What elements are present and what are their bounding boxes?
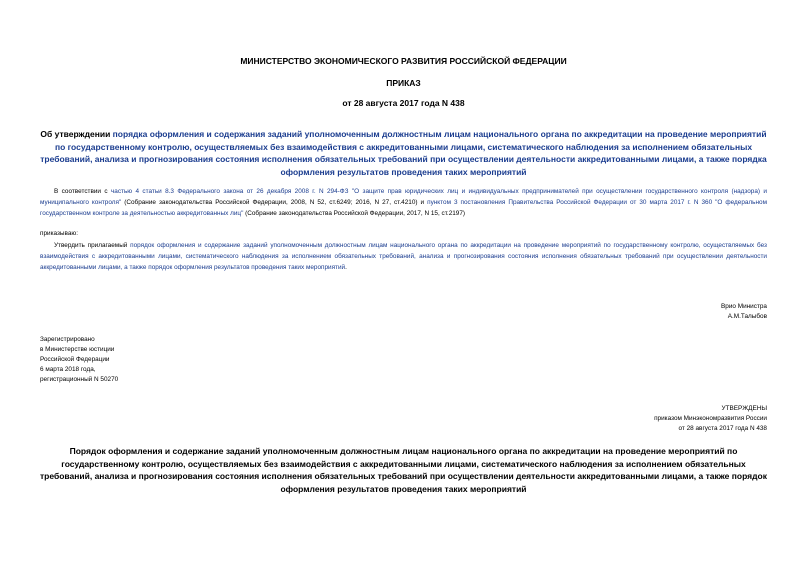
order-date-number: от 28 августа 2017 года N 438 <box>342 98 465 108</box>
approved-label: УТВЕРЖДЕНЫ <box>721 405 767 412</box>
approved-block <box>654 404 767 434</box>
preamble-text-1: В соответствии с <box>54 188 111 195</box>
order-title-prefix: Об утверждении <box>40 129 113 139</box>
signatory-name: А.М.Талыбов <box>727 313 767 320</box>
registration-line-1: Зарегистрировано <box>40 336 95 343</box>
federal-law-294-link[interactable]: частью 4 статьи 8.3 Федерального закона от 26 декабря 2008 г. N 294-ФЗ "О защите прав юридических лиц и индивидуальных предпринимателей при осуществлении государственного контроля (надзора) и муниципального контроля" <box>40 188 768 206</box>
order-title <box>40 128 767 178</box>
approved-date-number: от 28 августа 2017 года N 438 <box>678 425 767 432</box>
order-title-link[interactable]: порядка оформления и содержания заданий уполномоченным должностным лицам национального органа по аккредитации на проведение мероприятий по государственному контролю, осуществляемых без взаимодействия с аккредитованными лицами, систематического наблюдения за исполнением обязательных требований, анализа и прогнозирования состояния исполнения обязательных требований при осуществлении деятельности аккредитованными лицами, а также порядка оформления результатов проведения таких мероприятий <box>40 129 767 177</box>
approve-text-2: . <box>345 264 347 271</box>
preamble-text-2: (Собрание законодательства Российской Федерации, 2008, N 52, ст.6249; 2016, N 27, ст.4210) и <box>121 199 428 206</box>
ministry-heading: МИНИСТЕРСТВО ЭКОНОМИЧЕСКОГО РАЗВИТИЯ РОССИЙСКОЙ ФЕДЕРАЦИИ <box>240 56 567 66</box>
signature-block <box>721 302 767 322</box>
registration-line-5: регистрационный N 50270 <box>40 376 119 383</box>
appendix-title: Порядок оформления и содержание заданий уполномоченным должностным лицам национального органа по аккредитации на проведение мероприятий по государственному контролю, осуществляемых без взаимодействия с аккредитованными лицами, систематического наблюдения за исполнением обязательных требований, анализа и прогнозирования состояния исполнения обязательных требований при осуществлении деятельности аккредитованными лицами, а также порядок оформления результатов проведения таких мероприятий <box>40 446 767 494</box>
registration-line-2: в Министерстве юстиции <box>40 346 115 353</box>
registration-line-4: 6 марта 2018 года, <box>40 366 96 373</box>
approve-paragraph <box>40 240 767 273</box>
government-decree-360-link[interactable]: пунктом 3 постановления Правительства Российской Федерации от 30 марта 2017 г. N 360 "О федеральном государственном контроле за деятельностью аккредитованных лиц" <box>40 199 767 217</box>
registration-block <box>40 335 118 385</box>
registration-line-3: Российской Федерации <box>40 356 110 363</box>
approved-by-order: приказом Минэкономразвития России <box>654 415 767 422</box>
doc-type-heading: ПРИКАЗ <box>386 78 421 88</box>
signatory-position: Врио Министра <box>721 303 767 310</box>
order-word: приказываю: <box>40 230 78 237</box>
approve-text-1: Утвердить прилагаемый <box>54 242 131 249</box>
preamble-paragraph <box>40 186 767 219</box>
preamble-text-3: (Собрание законодательства Российской Федерации, 2017, N 15, ст.2197) <box>243 210 466 217</box>
appendix-procedure-link[interactable]: порядок оформления и содержание заданий уполномоченным должностным лицам национального органа по аккредитации на проведение мероприятий по государственному контролю, осуществляемых без взаимодействия с аккредитованными лицами, систематического наблюдения за исполнением обязательных требований, анализа и прогнозирования состояния исполнения обязательных требований при осуществлении деятельности аккредитованными лицами, а также порядок оформления результатов проведения таких мероприятий <box>40 242 767 271</box>
